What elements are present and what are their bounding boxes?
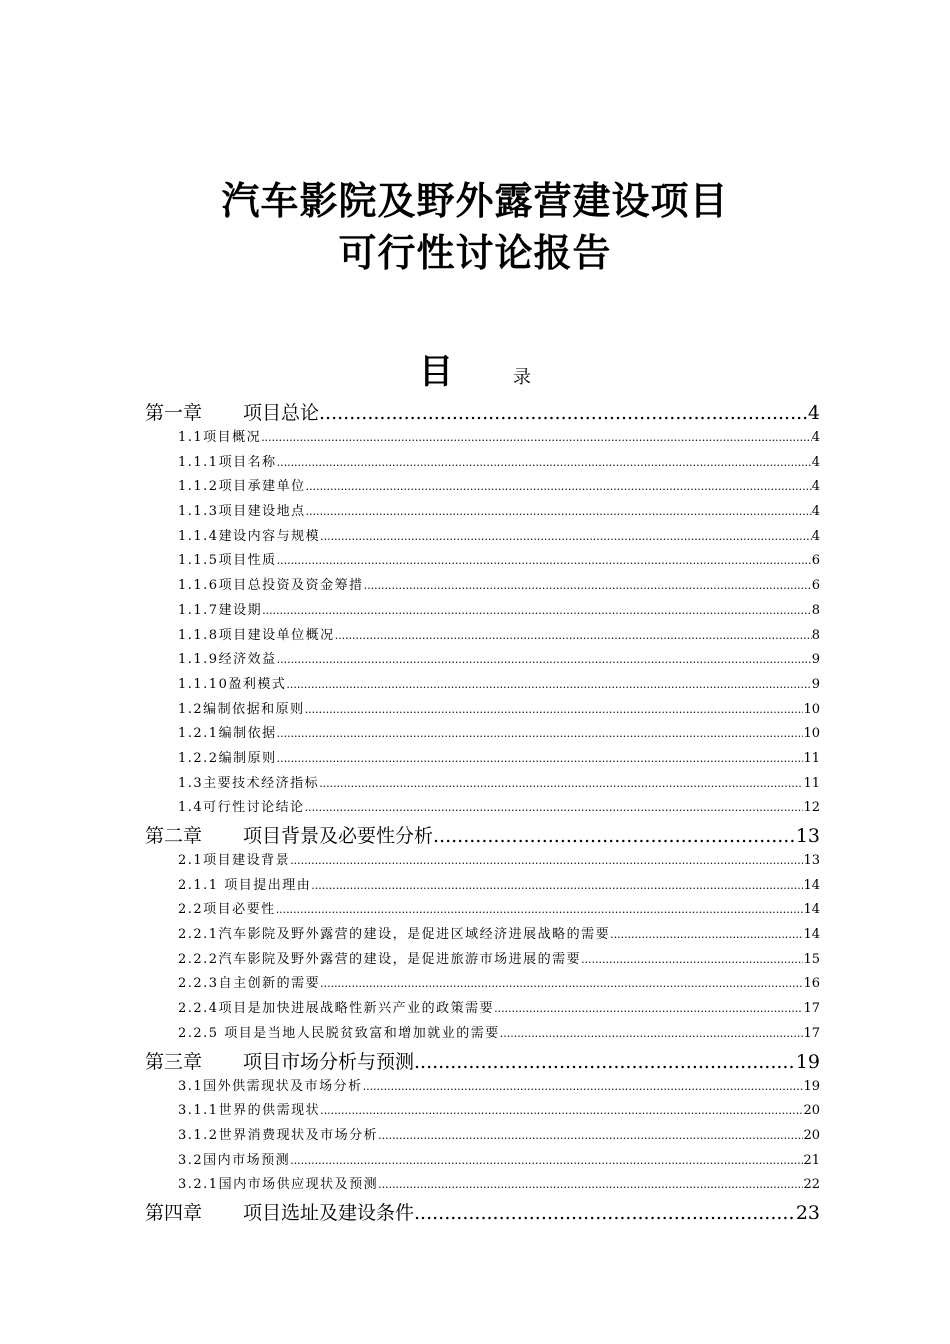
- toc-entry-label: 2.2.4项目是加快进展战略性新兴产业的政策需要: [178, 1001, 495, 1017]
- toc-page-number: 15: [803, 951, 820, 967]
- toc-page-number: 11: [803, 775, 820, 791]
- toc-entry-label: 1.4可行性讨论结论: [178, 800, 305, 816]
- toc-entry-label: 1.1.7建设期: [178, 602, 263, 618]
- toc-entry-label: 2.2.5 项目是当地人民脱贫致富和增加就业的需要: [178, 1025, 500, 1041]
- toc-page-number: 6: [811, 553, 820, 569]
- toc-chapter-number: 第三章: [145, 1050, 203, 1073]
- table-of-contents: [145, 398, 820, 1226]
- toc-section-entry[interactable]: [145, 898, 820, 923]
- toc-section-entry[interactable]: [145, 574, 820, 599]
- dot-leader: [500, 1027, 804, 1040]
- toc-entry-label: 1.3主要技术经济指标: [178, 775, 320, 791]
- dot-leader: [378, 1129, 803, 1142]
- toc-entry-label: 1.1.1项目名称: [178, 454, 277, 470]
- toc-entry-label: 1.2.2编制原则: [178, 750, 277, 766]
- toc-entry-label: 2.2.2汽车影院及野外露营的建设，是促进旅游市场进展的需要: [178, 951, 582, 967]
- dot-leader: [311, 879, 803, 892]
- toc-heading-big: 目: [419, 352, 453, 392]
- toc-entry-label: 2.2.3自主创新的需要: [178, 976, 321, 992]
- toc-section-entry[interactable]: [145, 698, 820, 723]
- toc-section-entry[interactable]: [145, 599, 820, 624]
- dot-leader: [319, 777, 803, 790]
- toc-section-entry[interactable]: [145, 796, 820, 821]
- toc-entry-label: 3.1国外供需现状及市场分析: [178, 1078, 363, 1094]
- toc-section-entry[interactable]: [145, 849, 820, 874]
- toc-chapter-entry[interactable]: [145, 1198, 820, 1226]
- dot-leader: [364, 579, 812, 592]
- toc-page-number: 16: [803, 976, 820, 992]
- toc-section-entry[interactable]: [145, 874, 820, 899]
- toc-page-number: 19: [803, 1078, 820, 1094]
- dot-leader: [414, 1051, 796, 1073]
- dot-leader: [306, 480, 812, 493]
- toc-chapter-entry[interactable]: [145, 398, 820, 426]
- dot-leader: [262, 604, 812, 617]
- dot-leader: [277, 727, 804, 740]
- toc-section-entry[interactable]: [145, 1173, 820, 1198]
- toc-page-number: 22: [803, 1177, 820, 1193]
- toc-page-number: 12: [803, 800, 820, 816]
- toc-section-entry[interactable]: [145, 426, 820, 451]
- toc-chapter-title: 项目选址及建设条件: [243, 1201, 415, 1224]
- dot-leader: [286, 678, 811, 691]
- dot-leader: [320, 1104, 803, 1117]
- toc-page-number: 19: [795, 1050, 820, 1073]
- toc-entry-label: 2.1项目建设背景: [178, 853, 291, 868]
- toc-page-number: 9: [811, 652, 820, 668]
- toc-entry-label: [145, 821, 433, 848]
- dot-leader: [335, 629, 812, 642]
- toc-section-entry[interactable]: [145, 923, 820, 948]
- toc-section-entry[interactable]: [145, 1149, 820, 1174]
- dot-leader: [320, 530, 812, 543]
- dot-leader: [433, 825, 796, 847]
- dot-leader: [319, 402, 808, 424]
- toc-section-entry[interactable]: [145, 948, 820, 973]
- toc-section-entry[interactable]: [145, 1022, 820, 1047]
- toc-entry-label: 3.2.1国内市场供应现状及预测: [178, 1177, 379, 1193]
- toc-section-entry[interactable]: [145, 673, 820, 698]
- dot-leader: [610, 928, 803, 941]
- toc-page-number: 8: [811, 627, 820, 643]
- dot-leader: [261, 431, 812, 444]
- toc-entry-label: 1.1.10盈利模式: [178, 676, 287, 692]
- toc-page-number: 4: [811, 528, 820, 544]
- dot-leader: [276, 903, 804, 916]
- toc-page-number: 14: [803, 902, 820, 918]
- toc-page-number: 4: [811, 430, 820, 445]
- toc-section-entry[interactable]: [145, 972, 820, 997]
- toc-page-number: 4: [811, 479, 820, 495]
- toc-page-number: 23: [795, 1201, 820, 1224]
- toc-chapter-number: 第二章: [145, 825, 203, 847]
- dot-leader: [277, 752, 804, 765]
- dot-leader: [305, 703, 804, 716]
- dot-leader: [494, 1002, 803, 1015]
- dot-leader: [290, 1154, 803, 1167]
- toc-section-entry[interactable]: [145, 475, 820, 500]
- toc-entry-label: 1.1.5项目性质: [178, 553, 277, 569]
- toc-chapter-entry[interactable]: [145, 1047, 820, 1075]
- toc-entry-label: 1.1.8项目建设单位概况: [178, 627, 335, 643]
- toc-chapter-title: 项目总论: [243, 402, 320, 424]
- toc-page-number: 14: [803, 927, 820, 943]
- toc-entry-label: 3.2国内市场预测: [178, 1152, 291, 1168]
- toc-entry-label: 1.2.1编制依据: [178, 726, 277, 742]
- toc-section-entry[interactable]: [145, 500, 820, 525]
- toc-page-number: 17: [803, 1001, 820, 1017]
- dot-leader: [290, 854, 803, 867]
- toc-page-number: 4: [807, 402, 820, 424]
- toc-page-number: 4: [811, 454, 820, 470]
- toc-entry-label: 1.1.4建设内容与规模: [178, 528, 321, 544]
- document-title-line2: 可行性讨论报告: [338, 231, 612, 275]
- toc-section-entry[interactable]: [145, 451, 820, 476]
- toc-section-entry[interactable]: [145, 549, 820, 574]
- toc-entry-label: 1.1.6项目总投资及资金筹措: [178, 578, 364, 594]
- toc-page-number: 17: [803, 1025, 820, 1041]
- toc-page-number: 6: [811, 578, 820, 594]
- toc-page-number: 8: [811, 602, 820, 618]
- toc-chapter-title: 项目背景及必要性分析: [243, 825, 434, 847]
- toc-entry-label: 1.1.2项目承建单位: [178, 479, 306, 495]
- toc-page-number: 4: [811, 504, 820, 520]
- dot-leader: [277, 554, 812, 567]
- toc-entry-label: 1.2编制依据和原则: [178, 701, 305, 717]
- toc-section-entry[interactable]: [145, 1075, 820, 1100]
- toc-chapter-title: 项目市场分析与预测: [243, 1050, 415, 1073]
- toc-page-number: 9: [811, 676, 820, 692]
- toc-page-number: 20: [803, 1127, 820, 1143]
- toc-chapter-entry[interactable]: [145, 821, 820, 849]
- toc-entry-label: 2.2.1汽车影院及野外露营的建设，是促进区域经济进展战略的需要: [178, 927, 611, 943]
- dot-leader: [414, 1202, 796, 1224]
- dot-leader: [277, 653, 812, 666]
- toc-page-number: 10: [803, 726, 820, 742]
- dot-leader: [306, 505, 812, 518]
- toc-section-entry[interactable]: [145, 1124, 820, 1149]
- toc-section-entry[interactable]: [145, 624, 820, 649]
- toc-entry-label: 2.2项目必要性: [178, 902, 276, 918]
- toc-entry-label: 2.1.1 项目提出理由: [178, 877, 312, 893]
- toc-heading: [0, 352, 950, 392]
- toc-entry-label: 3.1.2世界消费现状及市场分析: [178, 1127, 379, 1143]
- dot-leader: [277, 456, 812, 469]
- toc-section-entry[interactable]: [145, 997, 820, 1022]
- toc-entry-label: 1.1项目概况: [178, 430, 262, 445]
- dot-leader: [320, 977, 803, 990]
- toc-section-entry[interactable]: [145, 1099, 820, 1124]
- dot-leader: [363, 1080, 804, 1093]
- toc-page-number: 10: [803, 701, 820, 717]
- dot-leader: [378, 1178, 803, 1191]
- toc-entry-label: 1.1.3项目建设地点: [178, 504, 306, 520]
- toc-page-number: 20: [803, 1103, 820, 1119]
- toc-section-entry[interactable]: [145, 722, 820, 747]
- toc-page-number: 13: [795, 825, 820, 847]
- document-title-line1: 汽车影院及野外露营建设项目: [221, 179, 729, 223]
- toc-section-entry[interactable]: [145, 525, 820, 550]
- toc-heading-small: 录: [513, 367, 531, 388]
- toc-entry-label: [145, 398, 319, 425]
- toc-section-entry[interactable]: [145, 747, 820, 772]
- toc-page-number: 11: [803, 750, 820, 766]
- toc-chapter-number: 第一章: [145, 402, 203, 424]
- toc-entry-label: [145, 1047, 414, 1074]
- dot-leader: [305, 801, 804, 814]
- toc-page-number: 21: [803, 1152, 820, 1168]
- dot-leader: [581, 953, 803, 966]
- toc-entry-label: 3.1.1世界的供需现状: [178, 1103, 321, 1119]
- toc-entry-label: 1.1.9经济效益: [178, 652, 277, 668]
- toc-section-entry[interactable]: [145, 772, 820, 797]
- toc-chapter-number: 第四章: [145, 1201, 203, 1224]
- toc-section-entry[interactable]: [145, 648, 820, 673]
- toc-page-number: 14: [803, 877, 820, 893]
- toc-entry-label: [145, 1198, 414, 1225]
- toc-page-number: 13: [803, 853, 820, 868]
